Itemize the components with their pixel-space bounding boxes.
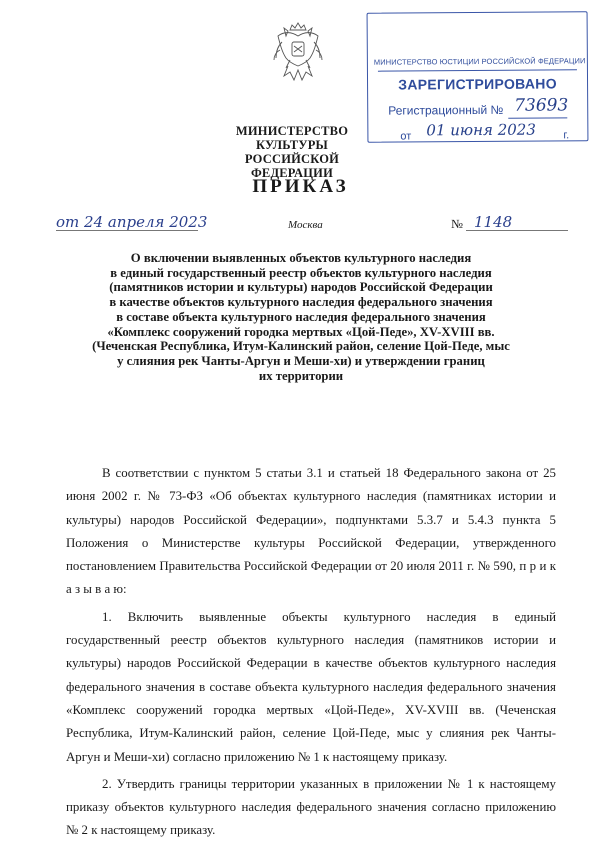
ministry-line-2: РОССИЙСКОЙ ФЕДЕРАЦИИ xyxy=(244,152,340,180)
stamp-registration-label: Регистрационный № xyxy=(388,102,504,118)
ministry-line-1: МИНИСТЕРСТВО КУЛЬТУРЫ xyxy=(235,124,349,152)
stamp-number-underline xyxy=(508,117,567,118)
item-1-paragraph: 1. Включить выявленные объекты культурного наследия в единый государственный реестр объектов культурного наследия (памятников истории и культуры) народов Российской Федерации в качестве объектов культурного наследия федерального значения в составе объекта культурного наследия федерального значения «Комплекс сооружений городка мертвых «Цой-Педе», XV-XVIII вв. (Чеченская Республика, Итум-Калинский район, селение Цой-Педе, мыс у слияния рек Чанты-Аргун и Меши-хи) согласно приложению № 1 к настоящему приказу. xyxy=(66,609,556,764)
order-number: 1148 xyxy=(474,213,513,231)
stamp-ministry: МИНИСТЕРСТВО ЮСТИЦИИ РОССИЙСКОЙ ФЕДЕРАЦИИ xyxy=(373,56,586,67)
stamp-date-suffix: г. xyxy=(563,129,570,142)
subject-line: (Чеченская Республика, Итум-Калинский район, селение Цой-Педе, мыс xyxy=(92,339,510,354)
item-2-paragraph: 2. Утвердить границы территории указанных в приложении № 1 к настоящему приказу объектов культурного наследия федерального значения согласно приложению № 2 к настоящему приказу. xyxy=(66,776,556,838)
subject-line: (памятников истории и культуры) народов Российской Федерации xyxy=(109,280,493,295)
order-meta-row xyxy=(0,213,601,235)
stamp-registration-number: 73693 xyxy=(514,95,569,116)
subject-line: у слияния рек Чанты-Аргун и Меши-хи) и утверждении границ xyxy=(117,353,485,368)
subject-line: «Комплекс сооружений городка мертвых «Цой-Педе», XV-XVIII вв. xyxy=(107,324,495,339)
coat-of-arms-emblem xyxy=(270,22,326,88)
subject-line: О включении выявленных объектов культурного наследия xyxy=(130,251,472,265)
order-subject xyxy=(60,251,542,383)
order-title: ПРИКАЗ xyxy=(252,176,349,197)
stamp-status: ЗАРЕГИСТРИРОВАНО xyxy=(398,75,557,93)
order-city: Москва xyxy=(288,219,323,231)
stamp-date: 01 июня 2023 xyxy=(426,120,536,140)
ministry-name xyxy=(212,124,372,180)
subject-line: в единый государственный реестр объектов культурного наследия xyxy=(110,265,492,280)
preamble-paragraph: В соответствии с пунктом 5 статьи 3.1 и статьей 18 Федерального закона от 25 июня 2002 г. № 73-ФЗ «Об объектах культурного наследия (памятниках истории и культуры) народов Российской Федерации», подпунктами 5.3.7 и 5.4.3 пункта 5 Положения о Министерстве культуры Российской Федерации, утвержденного постановлением Правительства Российской Федерации от 20 июля 2011 г. № 590, п р и к а з ы в а ю: xyxy=(66,466,556,597)
order-date: от 24 апреля 2023 xyxy=(56,213,208,231)
subject-line: в качестве объектов культурного наследия федерального значения xyxy=(109,295,493,310)
stamp-date-prefix: от xyxy=(400,130,412,143)
subject-line: их территории xyxy=(258,368,344,383)
stamp-divider xyxy=(378,69,577,71)
registration-stamp xyxy=(367,11,589,143)
number-sign: № xyxy=(451,217,463,231)
subject-line: в составе объекта культурного наследия федерального значения xyxy=(116,309,486,324)
order-body xyxy=(66,462,556,843)
